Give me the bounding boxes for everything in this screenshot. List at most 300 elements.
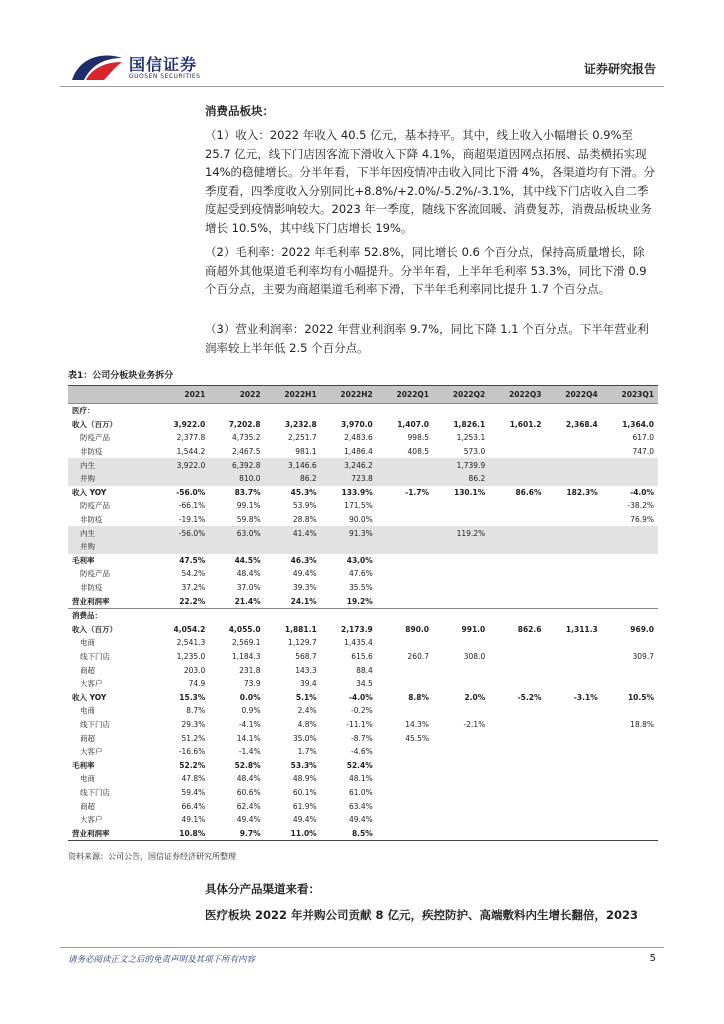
- table-cell: [433, 404, 489, 418]
- table-cell: [377, 786, 433, 800]
- table-cell: [545, 594, 601, 608]
- table-cell: 10.8%: [154, 826, 209, 840]
- table-cell: 408.5: [407, 447, 430, 457]
- table-cell: 63.0%: [209, 526, 264, 540]
- table-cell: [433, 554, 489, 568]
- table-cell: 969.0: [630, 624, 654, 634]
- page-header: [0, 0, 724, 92]
- table-cell: [489, 472, 545, 486]
- table-cell: 37.0%: [236, 583, 261, 593]
- table-cell: 2.0%: [464, 692, 486, 702]
- table-cell: 260.7: [407, 651, 430, 661]
- table-cell: [433, 745, 489, 759]
- table-cell: [433, 513, 489, 527]
- table-cell: [433, 731, 489, 745]
- table-cell: -56.0%: [176, 487, 206, 497]
- table-cell: 2,377.8: [176, 433, 206, 443]
- page-number: 5: [649, 953, 656, 964]
- table-row: [68, 745, 658, 759]
- table-cell: [377, 663, 433, 677]
- table-row: [68, 594, 658, 608]
- table-cell: [209, 404, 264, 418]
- table-row: [68, 608, 658, 622]
- row-label: 线下门店: [80, 787, 110, 797]
- row-label: 大客户: [80, 679, 103, 689]
- table-cell: 14.3%: [405, 719, 430, 729]
- table-cell: [433, 608, 489, 622]
- table-cell: [489, 594, 545, 608]
- table-cell: 86.2: [433, 472, 489, 486]
- table-cell: 15.3%: [179, 692, 206, 702]
- table-cell: [433, 826, 489, 840]
- table-cell: [545, 526, 601, 540]
- column-header: 2023Q1: [602, 386, 658, 404]
- row-label: 并购: [68, 472, 154, 486]
- table-cell: -11.1%: [346, 719, 373, 729]
- table-cell: 2,173.9: [340, 624, 373, 634]
- table-cell: 2,569.1: [231, 638, 261, 648]
- table-cell: 90.0%: [348, 515, 373, 525]
- table-cell: [433, 758, 489, 772]
- table-cell: 5.1%: [295, 692, 317, 702]
- table-cell: [545, 786, 601, 800]
- table-cell: -56.0%: [154, 526, 209, 540]
- table-cell: 45.5%: [405, 733, 430, 743]
- table-cell: 2.4%: [297, 706, 317, 716]
- table-cell: [602, 826, 658, 840]
- table-cell: 3,970.0: [340, 419, 373, 429]
- table-cell: [602, 567, 658, 581]
- table-cell: 18.8%: [630, 719, 654, 729]
- row-label: 营业利润率: [72, 596, 110, 606]
- table-cell: [545, 636, 601, 650]
- table-cell: 890.0: [405, 624, 430, 634]
- table-header-row: [68, 386, 658, 404]
- table-cell: [489, 745, 545, 759]
- table-cell: 73.9: [243, 679, 261, 689]
- table-cell: [602, 745, 658, 759]
- row-label: 电商: [80, 706, 95, 716]
- table-cell: [489, 677, 545, 691]
- column-header: 2022Q3: [489, 386, 545, 404]
- table-row: [68, 731, 658, 745]
- brand-name-cn: 国信证券: [129, 55, 198, 74]
- table-cell: [545, 677, 601, 691]
- table-cell: 617.0: [632, 433, 654, 443]
- table-cell: 171.5%: [344, 501, 373, 511]
- table-cell: -38.2%: [627, 501, 654, 511]
- table-cell: [602, 540, 658, 554]
- row-label: 防疫产品: [80, 501, 110, 511]
- table-cell: 8.8%: [408, 692, 430, 702]
- table-cell: 1,544.2: [176, 447, 206, 457]
- table-cell: [489, 758, 545, 772]
- table-cell: [377, 594, 433, 608]
- table-cell: [377, 472, 433, 486]
- table-cell: [545, 704, 601, 718]
- row-label: 防疫产品: [80, 569, 110, 579]
- table-source-note: 资料来源：公司公告，国信证券经济研究所整理: [68, 852, 236, 861]
- table-cell: [489, 554, 545, 568]
- table-cell: [489, 799, 545, 813]
- table-row: [68, 799, 658, 813]
- column-header: 2022: [209, 386, 264, 404]
- table-cell: [489, 718, 545, 732]
- table-cell: -1.4%: [238, 747, 261, 757]
- table-cell: 52.2%: [179, 760, 206, 770]
- table-cell: [602, 526, 658, 540]
- table-cell: 8.7%: [186, 706, 206, 716]
- table-cell: [602, 404, 658, 418]
- table-cell: [545, 567, 601, 581]
- table-cell: [377, 499, 433, 513]
- table-cell: 41.4%: [265, 526, 321, 540]
- table-row: [68, 826, 658, 840]
- table-cell: 49.4%: [292, 815, 317, 825]
- table-cell: 29.3%: [181, 719, 206, 729]
- row-label: 非防疫: [80, 447, 103, 457]
- table-cell: 231.8: [239, 665, 261, 675]
- row-label: 商超: [80, 801, 95, 811]
- table-cell: 66.4%: [181, 801, 206, 811]
- table-cell: 615.6: [351, 651, 373, 661]
- row-label: 电商: [80, 638, 95, 648]
- table-cell: [545, 499, 601, 513]
- table-cell: 2,368.4: [565, 419, 598, 429]
- table-cell: [433, 499, 489, 513]
- table-cell: [602, 704, 658, 718]
- table-cell: 6,392.8: [209, 458, 264, 472]
- table-cell: 133.9%: [341, 487, 373, 497]
- table-cell: 3,922.0: [154, 458, 209, 472]
- table-cell: 1,364.0: [622, 419, 654, 429]
- table-cell: 34.5: [356, 679, 373, 689]
- table-cell: 1,881.1: [284, 624, 317, 634]
- table-cell: 1,739.9: [433, 458, 489, 472]
- table-cell: [377, 772, 433, 786]
- table-cell: 862.6: [517, 624, 542, 634]
- table-cell: 49.4%: [236, 815, 261, 825]
- table-row: [68, 623, 658, 637]
- table-cell: 130.1%: [454, 487, 486, 497]
- table-cell: [321, 540, 377, 554]
- section-title: 消费品板块：: [205, 104, 274, 118]
- table-cell: 810.0: [209, 472, 264, 486]
- table-cell: [545, 758, 601, 772]
- table-cell: 59.4%: [181, 787, 206, 797]
- table-cell: [377, 758, 433, 772]
- table-cell: 14.1%: [236, 733, 261, 743]
- table-cell: 1,407.0: [397, 419, 430, 429]
- table-row: [68, 458, 658, 472]
- sub-heading: 具体分产品渠道来看：: [205, 882, 320, 896]
- table-cell: 11.0%: [265, 826, 321, 840]
- table-cell: [433, 813, 489, 827]
- revenue-paragraph: （1）收入：2022 年收入 40.5 亿元，基本持平。其中，线上收入小幅增长 0.9%至 25.7 亿元，线下门店因客流下滑收入下降 4.1%，商超渠道因网点拓展、品类横拓实现 14%的稳健增长。分半年看，下半年因疫情冲击收入同比下滑 4%，各渠道均有下滑。分季度看，四季度收入分别同比+8.8%/+2.0%/-5.2%/-3.1%，其中线下门店收入自二季度起受到疫情影响较大。2023 年一季度，随线下客流回暖、消费复苏，消费品板块业务增长 10.5%，其中线下门店增长 19%。: [205, 128, 655, 235]
- gross-margin-paragraph: （2）毛利率：2022 年毛利率 52.8%，同比增长 0.6 个百分点，保持高质量增长，除商超外其他渠道毛利率均有小幅提升。分半年看，上半年毛利率 53.3%，同比下滑 0.9 个百分点，主要为商超渠道毛利率下滑，下半年毛利率同比提升 1.7 个百分点。: [205, 245, 647, 297]
- row-label: 医疗：: [68, 404, 154, 418]
- table-cell: 1,311.3: [565, 624, 598, 634]
- row-label: 防疫产品: [80, 433, 110, 443]
- table-row: [68, 472, 658, 486]
- row-label: 收入 YOY: [72, 692, 107, 702]
- table-cell: [154, 404, 209, 418]
- row-label: 内生: [68, 458, 154, 472]
- table-cell: [489, 608, 545, 622]
- table-cell: 568.7: [295, 651, 317, 661]
- table-cell: [377, 581, 433, 595]
- table-cell: [602, 731, 658, 745]
- table-title: 表1：公司分板块业务拆分: [68, 371, 174, 381]
- table-cell: [209, 608, 264, 622]
- table-cell: [377, 526, 433, 540]
- table-cell: [377, 513, 433, 527]
- column-header: 2022Q2: [433, 386, 489, 404]
- table-cell: [433, 594, 489, 608]
- table-cell: [489, 704, 545, 718]
- table-cell: 119.2%: [433, 526, 489, 540]
- table-row: [68, 445, 658, 459]
- table-cell: [545, 404, 601, 418]
- table-row: [68, 786, 658, 800]
- column-header: 2022H2: [321, 386, 377, 404]
- table-cell: 22.2%: [179, 596, 206, 606]
- table-cell: 43.0%: [346, 555, 373, 565]
- table-cell: -4.0%: [630, 487, 654, 497]
- table-cell: 723.8: [321, 472, 377, 486]
- table-cell: [602, 677, 658, 691]
- table-cell: 46.3%: [290, 555, 317, 565]
- table-cell: 573.0: [463, 447, 486, 457]
- column-header: 2021: [154, 386, 209, 404]
- row-label: 收入（百万）: [72, 419, 117, 429]
- table-body: [68, 404, 658, 841]
- table-cell: [545, 581, 601, 595]
- table-cell: 76.9%: [630, 515, 654, 525]
- table-cell: 1,235.0: [176, 651, 206, 661]
- table-cell: 7,202.8: [228, 419, 261, 429]
- table-row: [68, 704, 658, 718]
- table-cell: 2,251.7: [288, 433, 317, 443]
- table-cell: 2,541.3: [176, 638, 206, 648]
- table-cell: 83.7%: [234, 487, 261, 497]
- table-cell: 44.5%: [234, 555, 261, 565]
- table-row: [68, 540, 658, 554]
- table-cell: 1,253.1: [456, 433, 486, 443]
- table-cell: 53.9%: [292, 501, 317, 511]
- table-cell: -4.0%: [348, 692, 373, 702]
- table-cell: 52.4%: [346, 760, 373, 770]
- table-cell: [489, 663, 545, 677]
- table-cell: 35.0%: [292, 733, 317, 743]
- row-label: 毛利率: [72, 555, 95, 565]
- table-cell: [602, 636, 658, 650]
- segment-breakdown-table: [68, 385, 658, 841]
- table-cell: [545, 813, 601, 827]
- table-cell: 99.1%: [236, 501, 261, 511]
- table-cell: [545, 458, 601, 472]
- table-cell: 52.8%: [234, 760, 261, 770]
- row-label: 大客户: [80, 815, 103, 825]
- row-label: 消费品：: [68, 608, 154, 622]
- table-cell: -0.2%: [351, 706, 373, 716]
- table-cell: [545, 772, 601, 786]
- table-cell: [489, 786, 545, 800]
- table-cell: [545, 826, 601, 840]
- table-cell: [545, 718, 601, 732]
- table-cell: [433, 704, 489, 718]
- table-cell: [489, 650, 545, 664]
- column-header: 2022Q4: [545, 386, 601, 404]
- table-cell: [545, 554, 601, 568]
- table-cell: [377, 567, 433, 581]
- table-cell: [377, 554, 433, 568]
- table-cell: 61.0%: [348, 787, 373, 797]
- table-cell: 8.5%: [321, 826, 377, 840]
- table-cell: [433, 677, 489, 691]
- table-cell: [265, 608, 321, 622]
- table-row: [68, 663, 658, 677]
- table-cell: [545, 608, 601, 622]
- table-cell: 63.4%: [348, 801, 373, 811]
- table-cell: 9.7%: [209, 826, 264, 840]
- table-cell: [154, 608, 209, 622]
- table-cell: [489, 567, 545, 581]
- table-cell: [209, 540, 264, 554]
- row-label: 非防疫: [80, 583, 103, 593]
- table-cell: [602, 458, 658, 472]
- table-cell: [433, 799, 489, 813]
- table-cell: [602, 786, 658, 800]
- table-cell: 48.9%: [292, 774, 317, 784]
- table-cell: [377, 636, 433, 650]
- table-cell: [433, 786, 489, 800]
- table-cell: [489, 731, 545, 745]
- table-cell: 88.4: [356, 665, 373, 675]
- table-cell: [545, 799, 601, 813]
- table-cell: [545, 540, 601, 554]
- table-cell: 998.5: [407, 433, 430, 443]
- table-cell: [489, 499, 545, 513]
- table-cell: 47.6%: [348, 569, 373, 579]
- table-cell: 49.4%: [348, 815, 373, 825]
- column-header: 2022Q1: [377, 386, 433, 404]
- table-cell: 1,826.1: [453, 419, 486, 429]
- table-cell: [265, 540, 321, 554]
- table-cell: 4.8%: [297, 719, 317, 729]
- table-cell: [433, 567, 489, 581]
- table-cell: -19.1%: [178, 515, 206, 525]
- row-label: 商超: [80, 733, 95, 743]
- table-cell: 35.5%: [348, 583, 373, 593]
- table-row: [68, 650, 658, 664]
- row-label: 大客户: [80, 747, 103, 757]
- table-cell: 47.5%: [179, 555, 206, 565]
- table-cell: 1,435.4: [344, 638, 373, 648]
- table-cell: 54.2%: [181, 569, 206, 579]
- table-row: [68, 677, 658, 691]
- table-cell: [321, 608, 377, 622]
- table-cell: 28.8%: [292, 515, 317, 525]
- table-cell: -1.7%: [405, 487, 430, 497]
- table-cell: 47.8%: [181, 774, 206, 784]
- brand-name-en: GUOSEN SECURITIES: [129, 73, 201, 80]
- table-cell: [545, 745, 601, 759]
- table-cell: 308.0: [463, 651, 486, 661]
- table-cell: [602, 472, 658, 486]
- table-row: [68, 636, 658, 650]
- table-cell: [489, 526, 545, 540]
- table-row: [68, 813, 658, 827]
- table-cell: 4,054.2: [173, 624, 206, 634]
- table-cell: 10.5%: [627, 692, 654, 702]
- row-label: 内生: [68, 526, 154, 540]
- table-cell: 49.4%: [292, 569, 317, 579]
- table-cell: 309.7: [632, 651, 654, 661]
- table-cell: -8.7%: [351, 733, 373, 743]
- table-cell: 48.1%: [348, 774, 373, 784]
- header-divider: [60, 86, 664, 87]
- table-cell: 37.2%: [181, 583, 206, 593]
- table-cell: [377, 540, 433, 554]
- table-cell: 86.2: [265, 472, 321, 486]
- table-cell: 3,146.6: [265, 458, 321, 472]
- table-cell: [377, 608, 433, 622]
- table-row: [68, 690, 658, 704]
- table-cell: [489, 458, 545, 472]
- table-cell: -4.1%: [238, 719, 261, 729]
- table-cell: 182.3%: [566, 487, 598, 497]
- op-margin-paragraph: （3）营业利润率：2022 年营业利润率 9.7%，同比下降 1.1 个百分点。下半年营业利润率较上半年低 2.5 个百分点。: [205, 322, 649, 355]
- column-header: [68, 386, 154, 404]
- table-cell: 1,129.7: [288, 638, 317, 648]
- table-cell: 49.1%: [181, 815, 206, 825]
- table-cell: 45.3%: [290, 487, 317, 497]
- table-cell: 3,232.8: [284, 419, 317, 429]
- table-cell: [433, 663, 489, 677]
- table-cell: [433, 772, 489, 786]
- table-cell: [489, 772, 545, 786]
- table-row: [68, 554, 658, 568]
- table-cell: [602, 772, 658, 786]
- table-cell: 2,467.5: [231, 447, 261, 457]
- table-cell: 48.4%: [236, 569, 261, 579]
- table-cell: 4,055.0: [228, 624, 261, 634]
- table-cell: [602, 663, 658, 677]
- table-row: [68, 431, 658, 445]
- table-cell: [602, 758, 658, 772]
- table-cell: [545, 445, 601, 459]
- table-row: [68, 418, 658, 432]
- table-cell: [489, 445, 545, 459]
- table-cell: 61.9%: [292, 801, 317, 811]
- table-cell: 86.6%: [515, 487, 542, 497]
- table-cell: -66.1%: [178, 501, 206, 511]
- table-row: [68, 772, 658, 786]
- table-cell: 60.1%: [292, 787, 317, 797]
- table-cell: -5.2%: [517, 692, 542, 702]
- table-cell: [433, 636, 489, 650]
- table-row: [68, 404, 658, 418]
- medical-lead-paragraph: 医疗板块 2022 年并购公司贡献 8 亿元，疾控防护、高端敷料内生增长翻倍，2023: [205, 908, 639, 922]
- table-cell: [433, 581, 489, 595]
- table-cell: [489, 431, 545, 445]
- table-cell: [489, 404, 545, 418]
- table-cell: -4.6%: [351, 747, 373, 757]
- table-cell: 203.0: [183, 665, 206, 675]
- table-cell: 48.4%: [236, 774, 261, 784]
- row-label: 毛利率: [72, 760, 95, 770]
